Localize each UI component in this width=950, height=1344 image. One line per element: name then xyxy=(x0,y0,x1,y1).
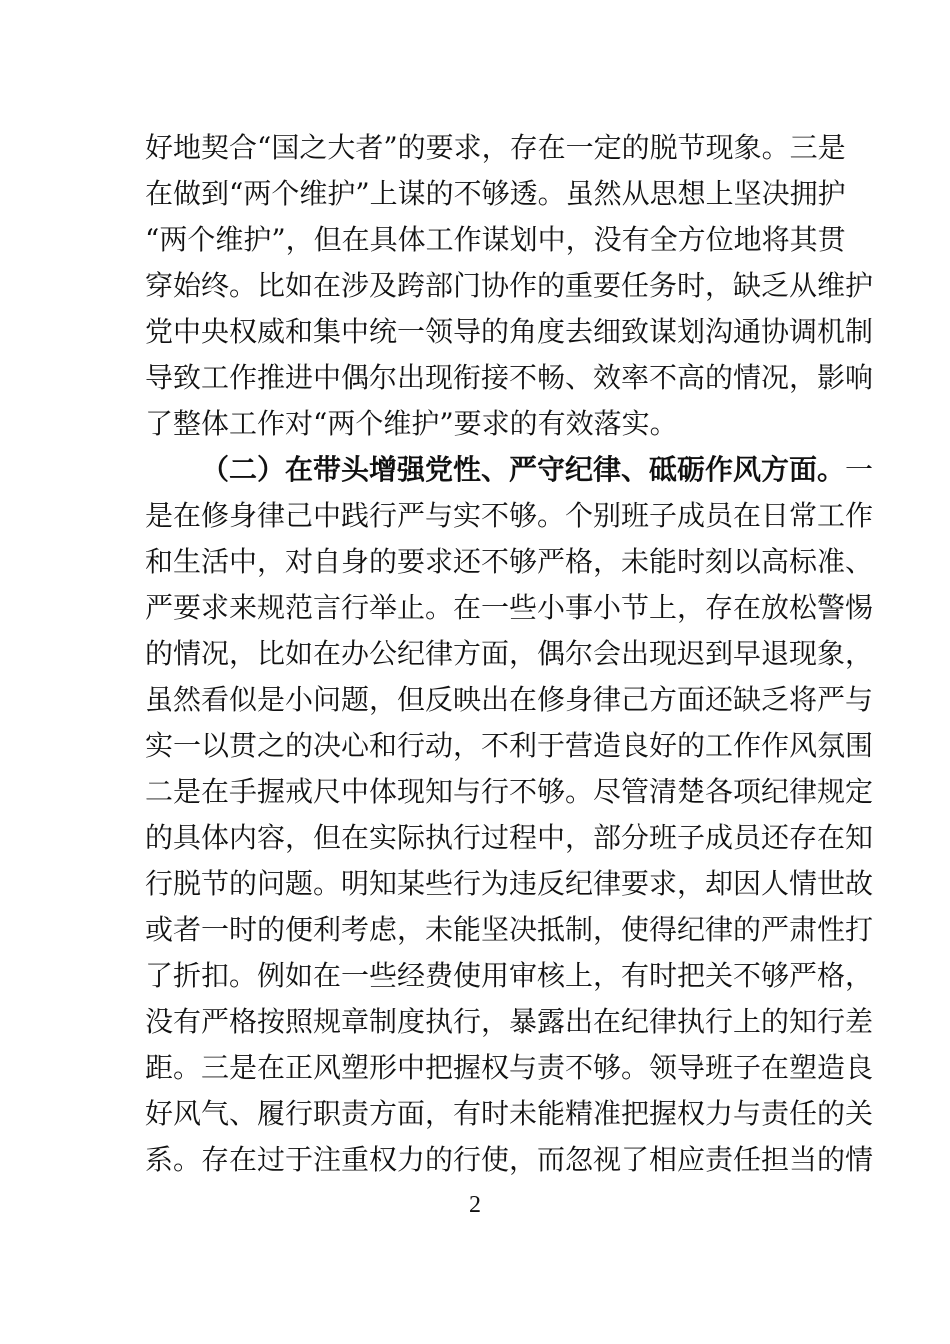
body-line-1: 好地契合“国之大者”的要求，存在一定的脱节现象。三是 xyxy=(145,131,846,164)
section-line-13: 距。三是在正风塑形中把握权与责不够。领导班子在塑造良 xyxy=(145,1051,874,1084)
section-line-4: 的情况，比如在办公纪律方面，偶尔会出现迟到早退现象， xyxy=(145,637,874,670)
body-line-3: “两个维护”，但在具体工作谋划中，没有全方位地将其贯 xyxy=(145,223,846,256)
body-line-4: 穿始终。比如在涉及跨部门协作的重要任务时，缺乏从维护 xyxy=(145,269,874,302)
section-line-9: 行脱节的问题。明知某些行为违反纪律要求，却因人情世故 xyxy=(145,867,874,900)
body-line-6: 导致工作推进中偶尔出现衔接不畅、效率不高的情况，影响 xyxy=(145,361,874,394)
section-heading-line xyxy=(201,447,874,493)
section-line-6: 实一以贯之的决心和行动，不利于营造良好的工作作风氛围 xyxy=(145,729,874,762)
body-line-5: 党中央权威和集中统一领导的角度去细致谋划沟通协调机制 xyxy=(145,315,874,348)
section-line-14: 好风气、履行职责方面，有时未能精准把握权力与责任的关 xyxy=(145,1097,874,1130)
section-heading-tail: 一 xyxy=(845,453,874,486)
page-number: 2 xyxy=(469,1192,481,1218)
section-line-5: 虽然看似是小问题，但反映出在修身律己方面还缺乏将严与 xyxy=(145,683,874,716)
section-heading: （二）在带头增强党性、严守纪律、砥砺作风方面。 xyxy=(201,453,846,486)
section-line-1: 是在修身律己中践行严与实不够。个别班子成员在日常工作 xyxy=(145,499,874,532)
body-line-7: 了整体工作对“两个维护”要求的有效落实。 xyxy=(145,407,678,440)
section-line-10: 或者一时的便利考虑，未能坚决抵制，使得纪律的严肃性打 xyxy=(145,913,874,946)
section-line-11: 了折扣。例如在一些经费使用审核上，有时把关不够严格， xyxy=(145,959,874,992)
section-line-15: 系。存在过于注重权力的行使，而忽视了相应责任担当的情 xyxy=(145,1143,874,1176)
section-line-12: 没有严格按照规章制度执行，暴露出在纪律执行上的知行差 xyxy=(145,1005,874,1038)
body-line-2: 在做到“两个维护”上谋的不够透。虽然从思想上坚决拥护 xyxy=(145,177,846,210)
section-line-3: 严要求来规范言行举止。在一些小事小节上，存在放松警惕 xyxy=(145,591,874,624)
section-line-7: 二是在手握戒尺中体现知与行不够。尽管清楚各项纪律规定 xyxy=(145,775,874,808)
section-line-2: 和生活中，对自身的要求还不够严格，未能时刻以高标准、 xyxy=(145,545,874,578)
section-line-8: 的具体内容，但在实际执行过程中，部分班子成员还存在知 xyxy=(145,821,874,854)
